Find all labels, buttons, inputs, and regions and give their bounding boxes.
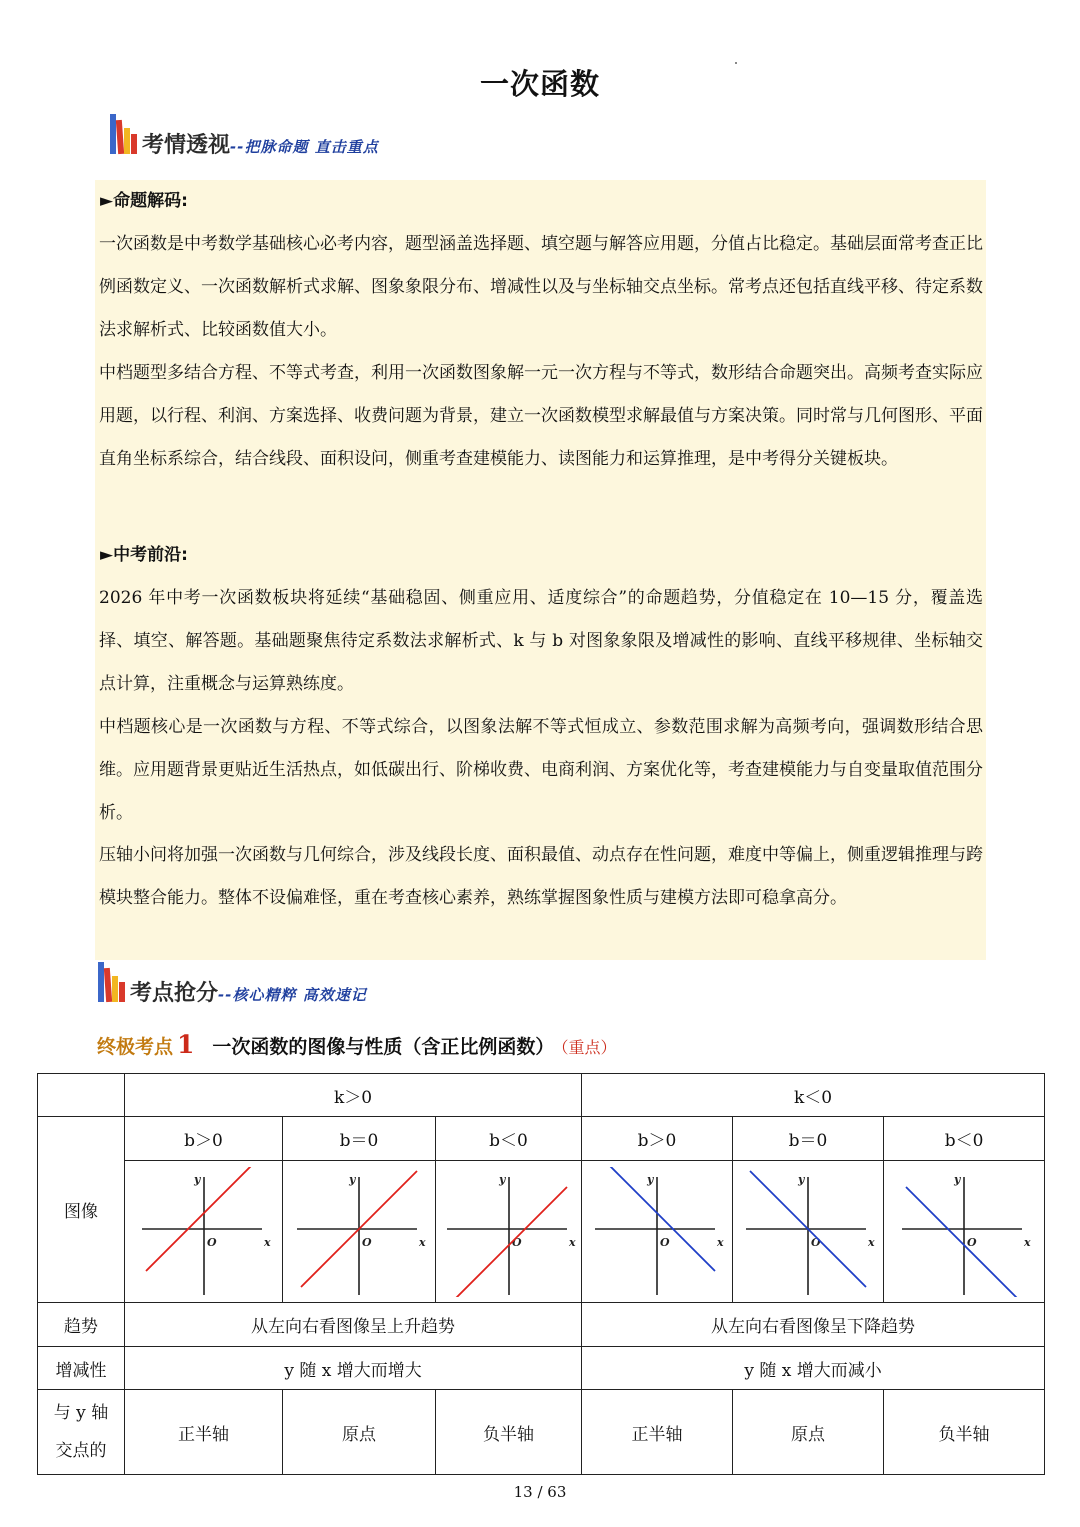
graph-cell: [125, 1161, 283, 1303]
key-point-heading: [97, 1030, 616, 1059]
x-axis-label: x: [1024, 1235, 1031, 1249]
table-row: [38, 1161, 1045, 1303]
mingti-paragraph-1: 一次函数是中考数学基础核心必考内容，题型涵盖选择题、填空题与解答应用题，分值占比稳定。基础层面常考查正比例函数定义、一次函数解析式求解、图象象限分布、增减性以及与坐标轴交点坐标。常考点还包括直线平移、待定系数法求解析式、比较函数值大小。: [99, 234, 983, 340]
exam-analysis-box: [95, 180, 986, 960]
qianyan-paragraph-3: 压轴小问将加强一次函数与几何综合，涉及线段长度、面积最值、动点存在性问题，难度中等偏上，侧重逻辑推理与跨模块整合能力。整体不设偏难怪，重在考查核心素养，熟练掌握图象性质与建模方法即可稳拿高分。: [99, 845, 983, 908]
intersection-cell: 正半轴: [582, 1390, 733, 1475]
key-point-number: 1: [177, 1030, 195, 1059]
books-icon: [108, 112, 142, 158]
y-axis-label: y: [498, 1172, 505, 1186]
key-point-label: 终极考点: [97, 1036, 174, 1058]
qianyan-heading: ►中考前沿:: [100, 545, 188, 565]
table-row: [38, 1390, 1045, 1475]
coordinate-graph: [587, 1167, 727, 1297]
b-label: b＝0: [283, 1117, 436, 1161]
trend-increasing: 从左向右看图像呈上升趋势: [125, 1303, 582, 1347]
row-label-intersection: [38, 1390, 125, 1475]
section-title: [130, 976, 367, 1007]
intersection-cell: 正半轴: [125, 1390, 283, 1475]
b-label: b＞0: [125, 1117, 283, 1161]
x-axis-label: x: [568, 1235, 576, 1249]
trend-decreasing: 从左向右看图像呈下降趋势: [582, 1303, 1045, 1347]
y-axis-label: y: [798, 1172, 805, 1186]
x-axis-label: x: [717, 1235, 724, 1249]
row-label-monotonicity: 增减性: [38, 1347, 125, 1390]
x-axis-label: x: [263, 1235, 271, 1249]
x-axis-label: x: [868, 1235, 875, 1249]
graph-cell: [436, 1161, 582, 1303]
intersection-cell: 负半轴: [884, 1390, 1045, 1475]
table-row: [38, 1303, 1045, 1347]
row-label-trend: 趋势: [38, 1303, 125, 1347]
section-subtitle: --把脉命题 直击重点: [230, 138, 379, 156]
coordinate-graph: [439, 1167, 579, 1297]
origin-label: O: [660, 1235, 670, 1249]
y-axis-label: y: [647, 1172, 654, 1186]
row-label-line: 与 y 轴: [53, 1403, 109, 1423]
origin-label: O: [967, 1235, 977, 1249]
mono-increasing: y 随 x 增大而增大: [125, 1347, 582, 1390]
graph-cell: [582, 1161, 733, 1303]
graph-cell: [884, 1161, 1045, 1303]
graph-cell: [283, 1161, 436, 1303]
y-axis-label: y: [349, 1172, 356, 1186]
b-label: b＞0: [582, 1117, 733, 1161]
properties-table: [37, 1073, 1045, 1475]
coordinate-graph: [289, 1167, 429, 1297]
page-title: 一次函数: [479, 67, 600, 101]
b-label: b＜0: [884, 1117, 1045, 1161]
row-label-image: 图像: [38, 1117, 125, 1303]
b-label: b＝0: [733, 1117, 884, 1161]
mingti-paragraph-2: 中档题型多结合方程、不等式考查，利用一次函数图象解一元一次方程与不等式，数形结合命题突出。高频考查实际应用题，以行程、利润、方案选择、收费问题为背景，建立一次函数模型求解最值与方案决策。同时常与几何图形、平面直角坐标系综合，结合线段、面积设问，侧重考查建模能力、读图能力和运算推理，是中考得分关键板块。: [99, 363, 983, 469]
y-axis-label: y: [193, 1172, 200, 1186]
origin-label: O: [362, 1235, 372, 1249]
table-row: [38, 1347, 1045, 1390]
x-axis-label: x: [419, 1235, 426, 1249]
b-label: b＜0: [436, 1117, 582, 1161]
key-point-text: 一次函数的图像与性质（含正比例函数）: [212, 1036, 555, 1058]
speck: [735, 62, 737, 64]
coordinate-graph: [894, 1167, 1034, 1297]
k-negative-header: k＜0: [582, 1074, 1045, 1117]
mono-decreasing: y 随 x 增大而减小: [582, 1347, 1045, 1390]
mingti-heading: ►命题解码:: [100, 191, 188, 211]
coordinate-graph: [134, 1167, 274, 1297]
books-icon: [96, 960, 130, 1006]
page-number: 13 / 63: [513, 1483, 567, 1501]
y-axis-label: y: [954, 1172, 961, 1186]
origin-label: O: [511, 1235, 522, 1249]
table-cell: [38, 1074, 125, 1117]
section-subtitle: --核心精粹 高效速记: [218, 986, 367, 1004]
table-row: [38, 1074, 1045, 1117]
origin-label: O: [811, 1235, 821, 1249]
section-title-text: 考点抢分: [130, 981, 219, 1006]
key-point-tag: （重点）: [560, 1038, 617, 1057]
intersection-cell: 原点: [283, 1390, 436, 1475]
graph-cell: [733, 1161, 884, 1303]
coordinate-graph: [738, 1167, 878, 1297]
k-positive-header: k＞0: [125, 1074, 582, 1117]
origin-label: O: [206, 1235, 217, 1249]
intersection-cell: 负半轴: [436, 1390, 582, 1475]
intersection-cell: 原点: [733, 1390, 884, 1475]
section-title: [142, 128, 379, 159]
table-row: [38, 1117, 1045, 1161]
row-label-line: 交点的: [55, 1441, 107, 1461]
qianyan-paragraph-2: 中档题核心是一次函数与方程、不等式综合，以图象法解不等式恒成立、参数范围求解为高频考向，强调数形结合思维。应用题背景更贴近生活热点，如低碳出行、阶梯收费、电商利润、方案优化等，考查建模能力与自变量取值范围分析。: [99, 717, 983, 823]
section-title-text: 考情透视: [142, 133, 231, 158]
qianyan-paragraph-1: 2026 年中考一次函数板块将延续“基础稳固、侧重应用、适度综合”的命题趋势，分值稳定在 10—15 分，覆盖选择、填空、解答题。基础题聚焦待定系数法求解析式、k 与 b 对图象象限及增减性的影响、直线平移规律、坐标轴交点计算，注重概念与运算熟练度。: [99, 588, 983, 694]
